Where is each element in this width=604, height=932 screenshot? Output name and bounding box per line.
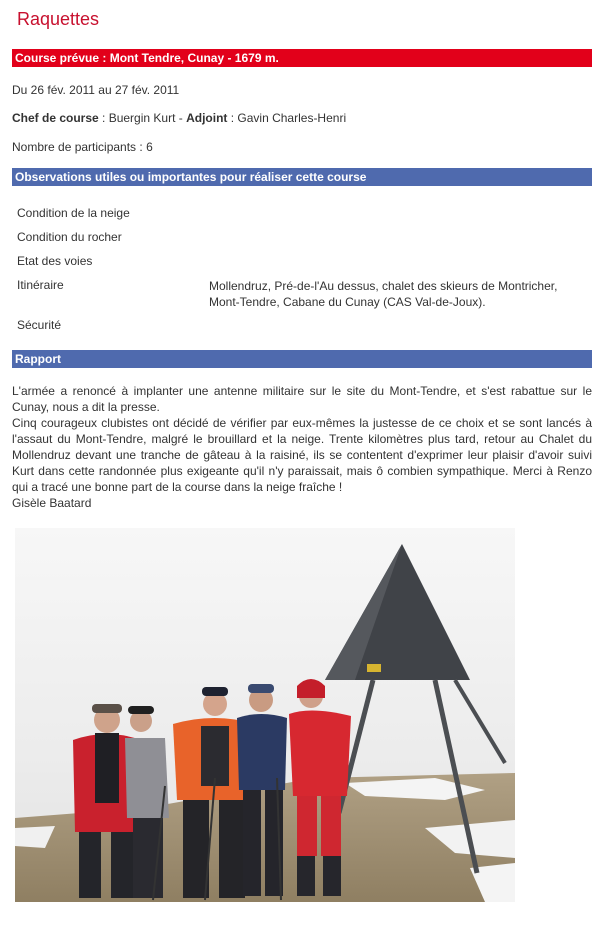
observations-header: Observations utiles ou importantes pour réaliser cette course bbox=[12, 168, 592, 186]
rapport-paragraph-1: L'armée a renoncé à implanter une antenne militaire sur le site du Mont-Tendre, et s'est rabattue sur le Cunay, nous a dit la presse. bbox=[12, 384, 592, 414]
adjoint-value: : Gavin Charles-Henri bbox=[227, 111, 347, 125]
page-title: Raquettes bbox=[17, 9, 100, 29]
obs-label-itineraire: Itinéraire bbox=[17, 278, 64, 292]
participants-count: Nombre de participants : 6 bbox=[12, 140, 153, 154]
chef-label: Chef de course bbox=[12, 111, 99, 125]
group-photo bbox=[15, 528, 515, 902]
rapport-paragraph-2: Cinq courageux clubistes ont décidé de vérifier par eux-mêmes la justesse de ce choix et se sont lancés à l'assaut du Mont-Tendre, malgré le brouillard et la neige. Trente kilomètres plus tard, retour au Chalet du Mollendruz devant une tranche de gâteau à la raisiné, ils se contentent d'exprimer leur plaisir d'avoir suivi Kurt dans cette randonnée plus exigeante qu'il n'y paraissait, mais ô combien sympathique. Merci à Renzo qui a tracé une bonne part de la course dans la neige fraîche ! bbox=[12, 416, 592, 494]
obs-label-neige: Condition de la neige bbox=[17, 206, 130, 220]
obs-label-rocher: Condition du rocher bbox=[17, 230, 122, 244]
rapport-header: Rapport bbox=[12, 350, 592, 368]
obs-label-voies: Etat des voies bbox=[17, 254, 93, 268]
chef-value: : Buergin Kurt - bbox=[98, 111, 187, 125]
leader-line bbox=[12, 111, 346, 125]
adjoint-label: Adjoint bbox=[186, 111, 228, 125]
rapport-text bbox=[12, 383, 592, 511]
rapport-author: Gisèle Baatard bbox=[12, 496, 92, 510]
obs-value-itineraire: Mollendruz, Pré-de-l'Au dessus, chalet des skieurs de Montricher, Mont-Tendre, Cabane du Cunay (CAS Val-de-Joux). bbox=[209, 279, 558, 309]
obs-label-securite: Sécurité bbox=[17, 318, 62, 332]
course-dates: Du 26 fév. 2011 au 27 fév. 2011 bbox=[12, 83, 180, 97]
course-bar: Course prévue : Mont Tendre, Cunay - 1679 m. bbox=[12, 49, 592, 67]
